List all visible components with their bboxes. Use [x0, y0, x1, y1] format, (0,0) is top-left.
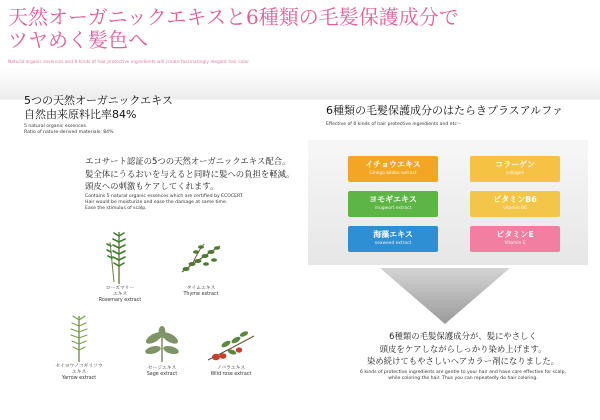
plant-label-jp: タイムエキス — [186, 286, 216, 291]
ingredients-panel — [308, 140, 588, 265]
ingredient-en: seaweed extract — [374, 241, 412, 246]
left-body — [85, 155, 294, 193]
ingredient-en: collagen — [505, 171, 525, 176]
left-body-en — [85, 194, 244, 212]
sage-illustration — [142, 326, 182, 362]
left-body-line-3: 頭皮への刺激もケアしてくれます。 — [85, 181, 219, 192]
plant-label-jp: ローズマリー — [105, 286, 135, 291]
plant-label-en: Yarrow extract — [61, 376, 97, 381]
down-arrow-icon — [380, 268, 510, 324]
ingredient-en: Ginkgo biloba extract — [369, 171, 417, 176]
right-body-line-1: 6種類の毛髪保護成分が、髪にやさしく — [389, 331, 537, 341]
right-body-en-line-2: while coloring the hair. Thus you can repeatedly do hair coloring. — [388, 376, 538, 381]
thyme-illustration — [178, 238, 224, 278]
title-line-1: 天然オーガニックエキスと6種類の毛髪保護成分で — [8, 5, 459, 29]
ingredient-ginkgo — [348, 156, 438, 182]
ingredient-name: ビタミンB6 — [493, 195, 537, 204]
wild-rose-illustration — [206, 328, 256, 364]
plant-label-en: Rosemary extract — [98, 298, 142, 303]
rosemary-illustration — [102, 228, 136, 284]
left-heading-en-2: Ratio of nature-derived materials: 84% — [24, 130, 114, 135]
left-body-line-2: 髪全体にうるおいを与えると同時に髪への負担を軽減。 — [85, 168, 295, 179]
ingredient-name: ヨモギエキス — [369, 195, 417, 204]
plant-label-jp: セイヨウノコギリソウ — [55, 364, 103, 369]
left-heading-1: 5つの天然オーガニックエキス — [24, 94, 173, 107]
yarrow-illustration — [64, 312, 94, 362]
plant-label-rosemary — [92, 286, 148, 304]
ingredient-collagen — [470, 156, 560, 182]
plant-label-jp: ノバラエキス — [216, 366, 246, 371]
right-body — [338, 330, 588, 368]
plant-label-wild-rose — [206, 366, 256, 378]
plant-label-jp: エキス — [112, 292, 128, 297]
ingredient-name: イチョウエキス — [365, 160, 421, 169]
plant-label-yarrow — [52, 364, 106, 382]
left-body-en-line-1: Contains 5 natural organic essences which are certified by ECOCERT. — [85, 194, 244, 199]
ingredient-en: mugwort extract — [374, 206, 412, 211]
left-body-en-line-2: Hair would be moisturize and ease the damage at same time. — [85, 200, 228, 205]
left-body-en-line-3: Ease the stimulus of scalp. — [85, 206, 147, 211]
title-line-2: ツヤめく髪色へ — [8, 28, 148, 52]
left-body-line-1: エコサート認証の5つの天然オーガニックエキス配合。 — [85, 156, 291, 166]
plant-label-en: Wild rose extract — [210, 372, 252, 377]
plant-label-en: Sage extract — [146, 372, 178, 377]
ingredient-name: ビタミンE — [496, 230, 534, 239]
right-heading-en: Effective of 6 kinds of hair protective ingredients and etc～ — [326, 122, 462, 127]
page-subtitle: Natural organic essences and 6 kinds of hair protective ingredients will create fascinatingly elegant hair color. — [8, 60, 251, 65]
ingredient-name: 海藻エキス — [373, 230, 413, 239]
page-title — [8, 6, 568, 52]
plant-label-jp: セージエキス — [147, 366, 177, 371]
ingredient-mugwort — [348, 191, 438, 217]
right-body-en — [338, 370, 588, 382]
ingredient-vitamin-e — [470, 226, 560, 252]
ingredient-en: Vitamin E — [504, 241, 526, 246]
plant-label-jp: エキス — [71, 370, 87, 375]
left-heading-en — [24, 124, 113, 136]
ingredient-seaweed — [348, 226, 438, 252]
plant-label-en: Thyme extract — [183, 292, 219, 297]
plant-label-sage — [138, 366, 186, 378]
left-heading-2: 自然由来原料比率84% — [24, 108, 137, 121]
right-body-line-3: 染め続けてもやさしいヘアカラー剤になりました。 — [366, 356, 560, 366]
ingredient-vitamin-b6 — [470, 191, 560, 217]
ingredient-name: コラーゲン — [495, 160, 535, 169]
plant-label-thyme — [176, 286, 226, 298]
right-body-line-2: 頭皮をケアしながらしっかり染め上げます。 — [379, 343, 547, 354]
ingredient-en: vitamin B6 — [503, 206, 527, 211]
right-body-en-line-1: 6 kinds of protective ingredients are gentle to your hair and have care effective for scalp, — [360, 370, 566, 375]
left-heading-en-1: 5 natural organic essences. — [24, 124, 88, 129]
right-heading: 6種類の毛髪保護成分のはたらきプラスアルファ — [326, 104, 564, 117]
